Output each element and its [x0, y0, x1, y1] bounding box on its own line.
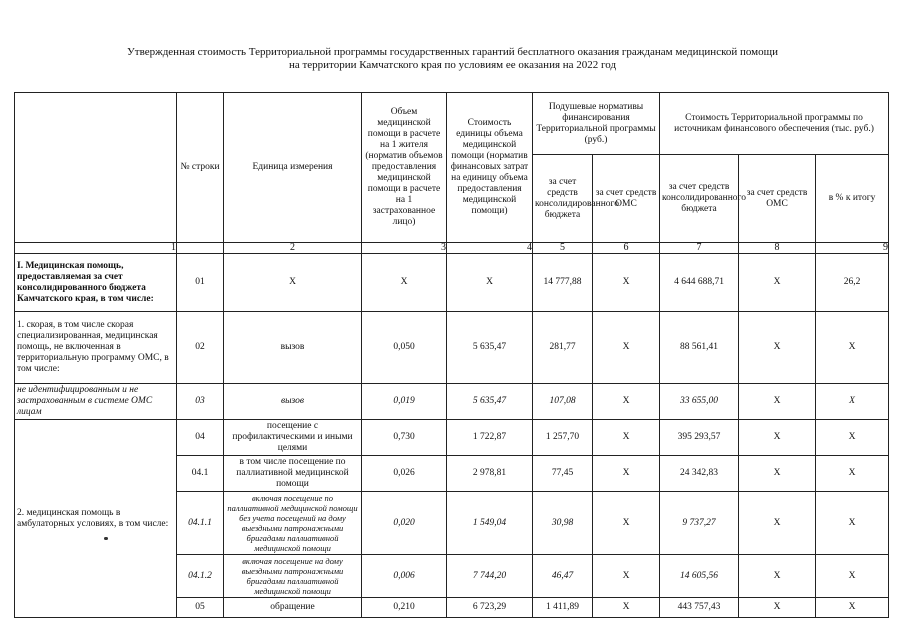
unit-cost-cell: X	[447, 254, 533, 312]
per-capita-oms-cell: X	[593, 598, 660, 618]
per-capita-budget-cell: 77,45	[533, 456, 593, 492]
section-label-text: 2. медицинская помощь в амбулаторных условиях, в том числе:	[17, 507, 169, 529]
unit-cost-cell: 5 635,47	[447, 384, 533, 420]
scan-speck	[104, 537, 108, 540]
cost-oms-cell: X	[739, 312, 816, 384]
per-capita-budget-cell: 107,08	[533, 384, 593, 420]
unit-cost-cell: 6 723,29	[447, 598, 533, 618]
cost-pct-cell: 26,2	[816, 254, 889, 312]
unit-cell: обращение	[224, 598, 362, 618]
per-capita-budget-cell: 14 777,88	[533, 254, 593, 312]
per-capita-budget-cell: 1 257,70	[533, 420, 593, 456]
per-capita-oms-cell: X	[593, 254, 660, 312]
cost-budget-cell: 4 644 688,71	[660, 254, 739, 312]
col-number-1: 1	[15, 243, 177, 254]
per-capita-budget-cell: 46,47	[533, 555, 593, 598]
header-unit-cost: Стоимость единицы объема медицинской помощи (норматив финансовых затрат на единицу объема предоставления медицинской помощи)	[447, 93, 533, 243]
cost-budget-cell: 9 737,27	[660, 492, 739, 555]
cost-oms-cell: X	[739, 456, 816, 492]
volume-cell: 0,019	[362, 384, 447, 420]
cost-budget-cell: 88 561,41	[660, 312, 739, 384]
unit-cost-cell: 1 549,04	[447, 492, 533, 555]
header-cost-pct: в % к итогу	[816, 155, 889, 243]
header-row-no: № строки	[177, 93, 224, 243]
row-number: 02	[177, 312, 224, 384]
cost-pct-cell: X	[816, 420, 889, 456]
section-label: I. Медицинская помощь, предоставляемая за счет консолидированного бюджета Камчатского края, в том числе:	[15, 254, 177, 312]
table-row	[15, 254, 889, 312]
col-number-8: 8	[739, 243, 816, 254]
cost-pct-cell: X	[816, 384, 889, 420]
unit-cell: вызов	[224, 312, 362, 384]
row-number: 04.1.2	[177, 555, 224, 598]
per-capita-oms-cell: X	[593, 420, 660, 456]
volume-cell: X	[362, 254, 447, 312]
col-number-3: 3	[362, 243, 447, 254]
cost-oms-cell: X	[739, 598, 816, 618]
cost-table	[14, 92, 889, 618]
header-per-capita-budget: за счет средств консолидированного бюджета	[533, 155, 593, 243]
volume-cell: 0,210	[362, 598, 447, 618]
cost-oms-cell: X	[739, 555, 816, 598]
col-number-4: 4	[447, 243, 533, 254]
header-cost-budget: за счет средств консолидированного бюджета	[660, 155, 739, 243]
col-number-2: 2	[224, 243, 362, 254]
cost-budget-cell: 395 293,57	[660, 420, 739, 456]
per-capita-oms-cell: X	[593, 456, 660, 492]
cost-oms-cell: X	[739, 492, 816, 555]
col-number-5: 5	[533, 243, 593, 254]
title-line-2: на территории Камчатского края по условиям ее оказания на 2022 год	[288, 59, 617, 71]
cost-oms-cell: X	[739, 420, 816, 456]
volume-cell: 0,006	[362, 555, 447, 598]
header-empty-cell	[15, 93, 177, 243]
cost-budget-cell: 443 757,43	[660, 598, 739, 618]
header-per-capita-oms: за счет средств ОМС	[593, 155, 660, 243]
unit-cost-cell: 1 722,87	[447, 420, 533, 456]
section-label: 1. скорая, в том числе скорая специализированная, медицинская помощь, не включенная в территориальную программу ОМС, в том числе:	[15, 312, 177, 384]
cost-pct-cell: X	[816, 312, 889, 384]
header-cost-group: Стоимость Территориальной программы по источникам финансового обеспечения (тыс. руб.)	[660, 93, 889, 155]
per-capita-budget-cell: 30,98	[533, 492, 593, 555]
row-number: 05	[177, 598, 224, 618]
volume-cell: 0,050	[362, 312, 447, 384]
volume-cell: 0,730	[362, 420, 447, 456]
section-label: не идентифицированным и не застрахованным в системе ОМС лицам	[15, 384, 177, 420]
cost-oms-cell: X	[739, 384, 816, 420]
col-number-7: 7	[660, 243, 739, 254]
unit-cell: посещение с профилактическими и иными целями	[224, 420, 362, 456]
cost-budget-cell: 33 655,00	[660, 384, 739, 420]
row-number: 04.1	[177, 456, 224, 492]
table-row	[15, 420, 889, 456]
col-number-6: 6	[593, 243, 660, 254]
unit-cost-cell: 2 978,81	[447, 456, 533, 492]
section-label	[15, 420, 177, 618]
cost-budget-cell: 14 605,56	[660, 555, 739, 598]
col-number-blank	[177, 243, 224, 254]
per-capita-oms-cell: X	[593, 384, 660, 420]
unit-cost-cell: 5 635,47	[447, 312, 533, 384]
document-title	[0, 46, 905, 72]
unit-cell: вызов	[224, 384, 362, 420]
row-number: 04.1.1	[177, 492, 224, 555]
row-number: 04	[177, 420, 224, 456]
cost-budget-cell: 24 342,83	[660, 456, 739, 492]
row-number: 03	[177, 384, 224, 420]
header-cost-oms: за счет средств ОМС	[739, 155, 816, 243]
unit-cell: X	[224, 254, 362, 312]
title-line-1: Утвержденная стоимость Территориальной программы государственных гарантий бесплатного оказания гражданам медицинской помощи	[127, 46, 778, 58]
cost-pct-cell: X	[816, 555, 889, 598]
header-volume: Объем медицинской помощи в расчете на 1 жителя (норматив объемов предоставления медицинской помощи в расчете на 1 застрахованное лицо)	[362, 93, 447, 243]
header-unit: Единица измерения	[224, 93, 362, 243]
per-capita-oms-cell: X	[593, 555, 660, 598]
col-number-9: 9	[816, 243, 889, 254]
header-per-capita-group: Подушевые нормативы финансирования Территориальной программы (руб.)	[533, 93, 660, 155]
cost-pct-cell: X	[816, 456, 889, 492]
cost-pct-cell: X	[816, 598, 889, 618]
per-capita-budget-cell: 281,77	[533, 312, 593, 384]
row-number: 01	[177, 254, 224, 312]
per-capita-oms-cell: X	[593, 492, 660, 555]
unit-cost-cell: 7 744,20	[447, 555, 533, 598]
volume-cell: 0,026	[362, 456, 447, 492]
cost-pct-cell: X	[816, 492, 889, 555]
unit-cell: включая посещение на дому выездными патронажными бригадами паллиативной медицинской помощи	[224, 555, 362, 598]
table-row	[15, 312, 889, 384]
table-row	[15, 384, 889, 420]
per-capita-oms-cell: X	[593, 312, 660, 384]
cost-oms-cell: X	[739, 254, 816, 312]
unit-cell: в том числе посещение по паллиативной медицинской помощи	[224, 456, 362, 492]
unit-cell: включая посещение по паллиативной медицинской помощи без учета посещений на дому выездными патронажными бригадами паллиативной медицинской помощи	[224, 492, 362, 555]
per-capita-budget-cell: 1 411,89	[533, 598, 593, 618]
volume-cell: 0,020	[362, 492, 447, 555]
